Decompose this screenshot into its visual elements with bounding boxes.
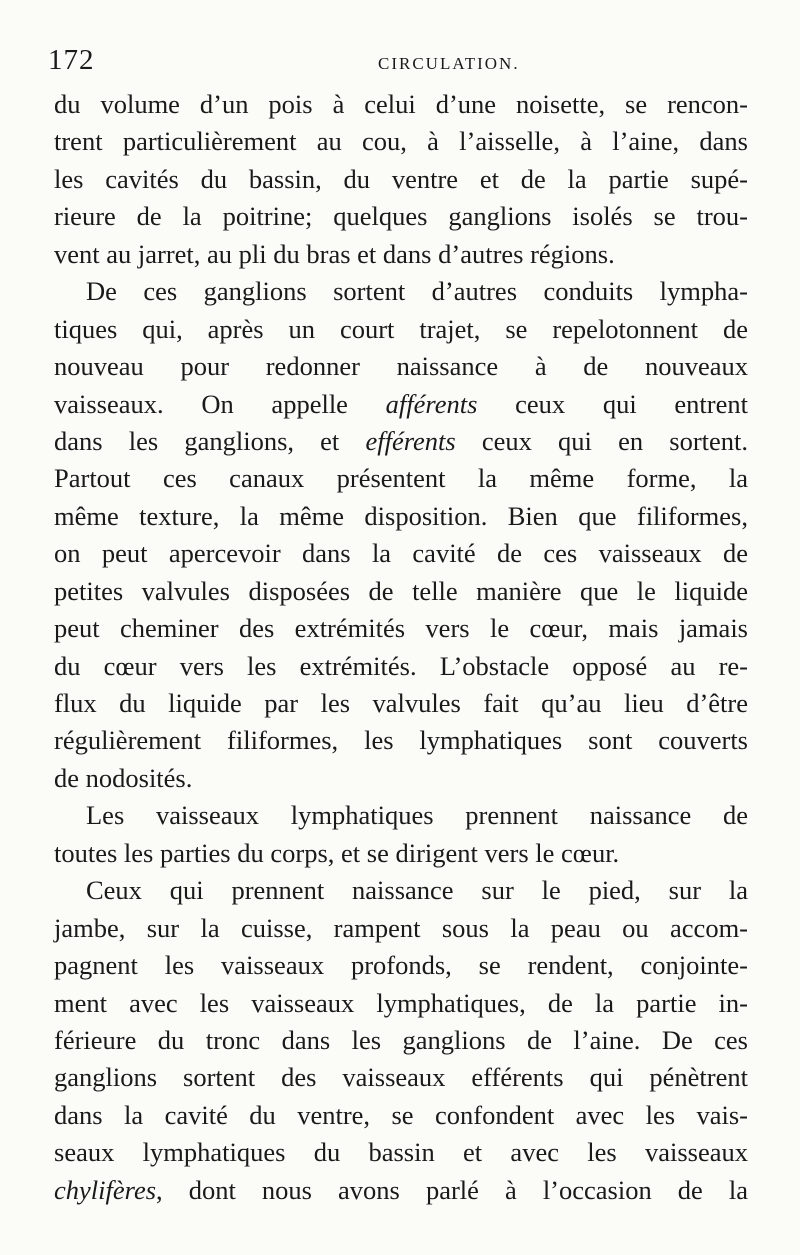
paragraph-last-line: de nodosités.: [54, 762, 193, 793]
page-number: 172: [48, 44, 95, 76]
text-line: [54, 423, 748, 460]
text-line: tiques qui, après un court trajet, se repelotonnent de: [54, 313, 748, 344]
body-text: [54, 86, 748, 1209]
text-line: [54, 1172, 748, 1209]
text-run: , dont nous avons parlé à l’occasion de la: [156, 1174, 748, 1205]
italic-term: chylifères: [54, 1174, 157, 1205]
text-line: seaux lymphatiques du bassin et avec les vaisseaux: [54, 1137, 748, 1168]
text-line: nouveau pour redonner naissance à de nouveaux: [54, 351, 748, 382]
italic-term: afférents: [385, 388, 478, 419]
text-line: flux du liquide par les valvules fait qu’au lieu d’être: [54, 688, 748, 718]
text-line: les cavités du bassin, du ventre et de la partie supé-: [54, 163, 748, 194]
text-line: férieure du tronc dans les ganglions de l’aine. De ces: [54, 1024, 748, 1055]
text-line: Partout ces canaux présentent la même forme, la: [54, 463, 748, 494]
paragraph-first-line: De ces ganglions sortent d’autres conduits lympha-: [86, 276, 748, 307]
text-line: du volume d’un pois à celui d’une noisette, se rencon-: [54, 89, 748, 119]
text-run: dans les ganglions, et: [54, 425, 366, 456]
paragraph-first-line: Ceux qui prennent naissance sur le pied, sur la: [86, 875, 748, 906]
text-line: trent particulièrement au cou, à l’aisselle, à l’aine, dans: [54, 126, 748, 157]
paragraph-last-line: toutes les parties du corps, et se dirigent vers le cœur.: [54, 837, 620, 868]
running-head: CIRCULATION.: [378, 54, 520, 73]
paragraph-last-line: vent au jarret, au pli du bras et dans d’autres régions.: [54, 238, 615, 269]
text-line: jambe, sur la cuisse, rampent sous la peau ou accom-: [54, 912, 748, 943]
paragraph-first-line: Les vaisseaux lymphatiques prennent naissance de: [86, 800, 748, 831]
text-line: du cœur vers les extrémités. L’obstacle opposé au re-: [54, 650, 748, 681]
text-line: même texture, la même disposition. Bien que filiformes,: [54, 500, 748, 531]
text-line: petites valvules disposées de telle manière que le liquide: [54, 575, 748, 606]
text-line: on peut apercevoir dans la cavité de ces vaisseaux de: [54, 538, 748, 569]
text-line: pagnent les vaisseaux profonds, se rendent, conjointe-: [54, 950, 748, 981]
text-line: peut cheminer des extrémités vers le cœur, mais jamais: [54, 613, 748, 644]
text-run: vaisseaux. On appelle: [54, 388, 386, 419]
text-line: [54, 386, 748, 423]
text-line: dans la cavité du ventre, se confondent avec les vais-: [54, 1099, 748, 1130]
italic-term: efférents: [365, 425, 456, 456]
text-line: ganglions sortent des vaisseaux efférents qui pénètrent: [54, 1062, 748, 1093]
text-line: régulièrement filiformes, les lymphatiques sont couverts: [54, 725, 748, 756]
text-run: ceux qui en sortent.: [455, 425, 748, 456]
text-line: rieure de la poitrine; quelques ganglions isolés se trou-: [54, 201, 748, 232]
page-header: [48, 44, 748, 84]
text-run: ceux qui entrent: [477, 388, 748, 419]
text-line: ment avec les vaisseaux lymphatiques, de la partie in-: [54, 987, 748, 1018]
